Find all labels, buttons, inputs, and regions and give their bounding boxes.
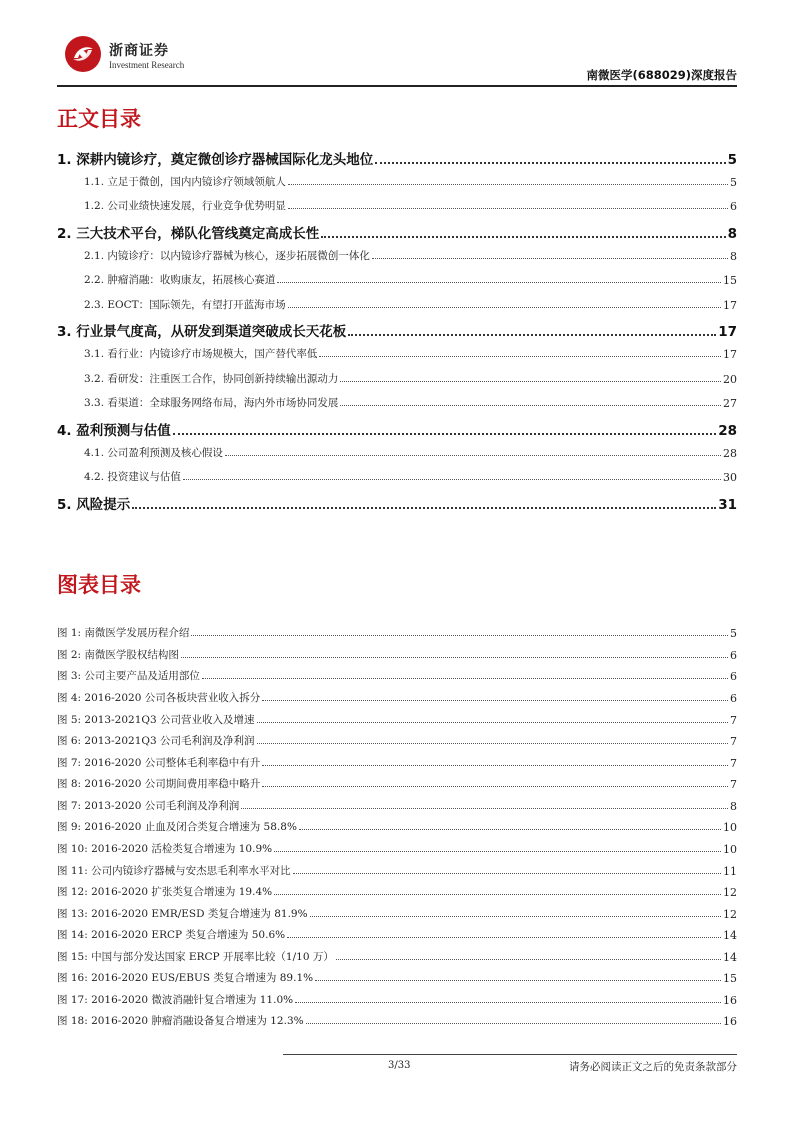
figure-entry[interactable] xyxy=(57,625,737,640)
figure-entry-label: 图 1: 南微医学发展历程介绍 xyxy=(57,627,190,639)
leader-dots xyxy=(287,937,721,938)
figure-entry-page: 6 xyxy=(730,649,737,662)
figure-entry-page: 10 xyxy=(723,843,737,856)
toc-entry[interactable] xyxy=(57,445,737,460)
leader-dots xyxy=(202,678,728,679)
figure-entry[interactable] xyxy=(57,668,737,683)
header-divider xyxy=(57,85,737,87)
logo-company-name: 浙商证券 xyxy=(109,43,169,59)
toc-entry-page: 15 xyxy=(723,274,737,287)
leader-dots xyxy=(288,208,728,209)
figure-entry-page: 6 xyxy=(730,670,737,683)
figure-entry-page: 7 xyxy=(730,757,737,770)
toc-entry-label: 1. 深耕内镜诊疗，奠定微创诊疗器械国际化龙头地位 xyxy=(57,148,373,168)
figure-entry-label: 图 17: 2016-2020 微波消融针复合增速为 11.0% xyxy=(57,994,294,1006)
toc-entry[interactable] xyxy=(57,371,737,386)
toc-entry-label: 3.1. 看行业：内镜诊疗市场规模大，国产替代率低 xyxy=(84,348,318,360)
toc-entry-label: 1.2. 公司业绩快速发展，行业竞争优势明显 xyxy=(84,200,286,212)
leader-dots xyxy=(262,765,728,766)
report-title: 南微医学(688029)深度报告 xyxy=(586,68,737,82)
leader-dots xyxy=(132,507,716,509)
figure-entry[interactable] xyxy=(57,841,737,856)
figure-entry-page: 8 xyxy=(730,800,737,813)
toc-entry[interactable] xyxy=(57,198,737,213)
leader-dots xyxy=(191,635,728,636)
leader-dots xyxy=(321,236,725,238)
figure-entry[interactable] xyxy=(57,949,737,964)
figure-entry-page: 12 xyxy=(723,908,737,921)
figure-entry-page: 7 xyxy=(730,714,737,727)
toc-entry-page: 28 xyxy=(718,423,737,439)
figure-entry[interactable] xyxy=(57,884,737,899)
toc-entry[interactable] xyxy=(57,174,737,189)
toc-entry-label: 4. 盈利预测与估值 xyxy=(57,419,171,439)
leader-dots xyxy=(181,657,728,658)
figure-entry[interactable] xyxy=(57,992,737,1007)
toc-entry-label: 4.1. 公司盈利预测及核心假设 xyxy=(84,447,223,459)
toc-heading: 正文目录 xyxy=(57,107,141,131)
leader-dots xyxy=(295,1002,721,1003)
leader-dots xyxy=(299,829,721,830)
footer-disclaimer: 请务必阅读正文之后的免责条款部分 xyxy=(569,1061,737,1073)
leader-dots xyxy=(262,700,728,701)
figure-entry[interactable] xyxy=(57,1013,737,1028)
toc-entry-page: 27 xyxy=(723,397,737,410)
figures-heading: 图表目录 xyxy=(57,573,141,597)
toc-entry-label: 3.3. 看渠道：全球服务网络布局，海内外市场协同发展 xyxy=(84,397,339,409)
toc-entry[interactable] xyxy=(57,419,737,439)
figure-entry-page: 16 xyxy=(723,994,737,1007)
toc-entry-label: 2.3. EOCT：国际领先，有望打开蓝海市场 xyxy=(84,299,286,311)
leader-dots xyxy=(293,873,721,874)
toc-entry[interactable] xyxy=(57,493,737,513)
figure-entry-label: 图 6: 2013-2021Q3 公司毛利润及净利润 xyxy=(57,735,255,747)
toc-entry-page: 30 xyxy=(723,471,737,484)
toc-entry[interactable] xyxy=(57,272,737,287)
figure-entry-label: 图 2: 南微医学股权结构图 xyxy=(57,649,179,661)
toc-entry[interactable] xyxy=(57,222,737,242)
figure-entry[interactable] xyxy=(57,970,737,985)
figure-entry-label: 图 9: 2016-2020 止血及闭合类复合增速为 58.8% xyxy=(57,821,297,833)
leader-dots xyxy=(310,916,721,917)
leader-dots xyxy=(319,356,721,357)
logo-tagline: Investment Research xyxy=(109,60,185,70)
figure-entry[interactable] xyxy=(57,712,737,727)
figure-entry[interactable] xyxy=(57,733,737,748)
leader-dots xyxy=(262,786,728,787)
figure-entry-label: 图 12: 2016-2020 扩张类复合增速为 19.4% xyxy=(57,886,273,898)
figure-entry-label: 图 16: 2016-2020 EUS/EBUS 类复合增速为 89.1% xyxy=(57,972,314,984)
figure-entry-page: 5 xyxy=(730,627,737,640)
toc-entry-label: 2. 三大技术平台，梯队化管线奠定高成长性 xyxy=(57,222,319,242)
figure-entry-label: 图 7: 2013-2020 公司毛利润及净利润 xyxy=(57,800,240,812)
figure-entry[interactable] xyxy=(57,798,737,813)
page-header xyxy=(57,28,737,86)
figure-entry[interactable] xyxy=(57,819,737,834)
figure-entry-page: 12 xyxy=(723,886,737,899)
leader-dots xyxy=(183,479,721,480)
toc-entry-label: 3. 行业景气度高，从研发到渠道突破成长天花板 xyxy=(57,320,346,340)
toc-entry-page: 5 xyxy=(727,152,737,168)
leader-dots xyxy=(306,1023,721,1024)
figure-entry[interactable] xyxy=(57,647,737,662)
figure-entry-page: 7 xyxy=(730,778,737,791)
leader-dots xyxy=(288,184,728,185)
toc-entry[interactable] xyxy=(57,297,737,312)
leader-dots xyxy=(225,455,721,456)
toc-entry[interactable] xyxy=(57,320,737,340)
leader-dots xyxy=(274,894,721,895)
leader-dots xyxy=(274,851,721,852)
leader-dots xyxy=(173,433,716,435)
toc-entry-page: 8 xyxy=(727,226,737,242)
toc-entry-page: 17 xyxy=(723,348,737,361)
figure-entry-label: 图 10: 2016-2020 活检类复合增速为 10.9% xyxy=(57,843,273,855)
figure-entry-page: 14 xyxy=(723,951,737,964)
figure-entry-label: 图 11: 公司内镜诊疗器械与安杰思毛利率水平对比 xyxy=(57,865,291,877)
toc-entry-label: 4.2. 投资建议与估值 xyxy=(84,471,181,483)
figure-entry-label: 图 7: 2016-2020 公司整体毛利率稳中有升 xyxy=(57,757,261,769)
leader-dots xyxy=(288,307,721,308)
leader-dots xyxy=(336,959,721,960)
company-logo-icon xyxy=(65,36,101,72)
figure-entry-page: 6 xyxy=(730,692,737,705)
toc-entry-page: 8 xyxy=(730,250,737,263)
leader-dots xyxy=(372,258,728,259)
figure-entry-label: 图 3: 公司主要产品及适用部位 xyxy=(57,670,200,682)
leader-dots xyxy=(277,282,721,283)
leader-dots xyxy=(375,162,725,164)
figure-entry-page: 14 xyxy=(723,929,737,942)
leader-dots xyxy=(257,743,728,744)
leader-dots xyxy=(257,722,728,723)
figure-entry[interactable] xyxy=(57,863,737,878)
page-number: 3/33 xyxy=(388,1060,411,1071)
footer-divider xyxy=(283,1054,737,1055)
figure-entry-label: 图 13: 2016-2020 EMR/ESD 类复合增速为 81.9% xyxy=(57,908,308,920)
toc-entry-label: 5. 风险提示 xyxy=(57,493,130,513)
toc-entry[interactable] xyxy=(57,148,737,168)
figure-entry-label: 图 15: 中国与部分发达国家 ERCP 开展率比较（1/10 万） xyxy=(57,951,334,963)
toc-entry-page: 28 xyxy=(723,447,737,460)
leader-dots xyxy=(340,381,721,382)
toc-entry-label: 1.1. 立足于微创，国内内镜诊疗领域领航人 xyxy=(84,176,286,188)
figure-entry-label: 图 4: 2016-2020 公司各板块营业收入拆分 xyxy=(57,692,261,704)
figure-entry-label: 图 8: 2016-2020 公司期间费用率稳中略升 xyxy=(57,778,261,790)
figure-entry-label: 图 5: 2013-2021Q3 公司营业收入及增速 xyxy=(57,714,255,726)
leader-dots xyxy=(241,808,728,809)
figure-entry-label: 图 18: 2016-2020 肿瘤消融设备复合增速为 12.3% xyxy=(57,1015,304,1027)
figure-entry-page: 16 xyxy=(723,1015,737,1028)
figure-entry[interactable] xyxy=(57,690,737,705)
toc-entry-label: 2.1. 内镜诊疗：以内镜诊疗器械为核心，逐步拓展微创一体化 xyxy=(84,250,370,262)
figure-entry[interactable] xyxy=(57,906,737,921)
leader-dots xyxy=(315,980,721,981)
toc-entry-label: 3.2. 看研发：注重医工合作，协同创新持续输出源动力 xyxy=(84,373,339,385)
figure-entry-label: 图 14: 2016-2020 ERCP 类复合增速为 50.6% xyxy=(57,929,286,941)
figure-entry-page: 7 xyxy=(730,735,737,748)
toc-entry-page: 17 xyxy=(718,324,737,340)
toc-entry[interactable] xyxy=(57,346,737,361)
toc-entry-label: 2.2. 肿瘤消融：收购康友，拓展核心赛道 xyxy=(84,274,276,286)
figure-entry-page: 15 xyxy=(723,972,737,985)
figure-entry-page: 10 xyxy=(723,821,737,834)
toc-entry-page: 20 xyxy=(723,373,737,386)
toc-entry[interactable] xyxy=(57,395,737,410)
toc-entry-page: 6 xyxy=(730,200,737,213)
figure-entry[interactable] xyxy=(57,927,737,942)
toc-entry-page: 5 xyxy=(730,176,737,189)
leader-dots xyxy=(348,334,716,336)
figure-entry[interactable] xyxy=(57,776,737,791)
toc-entry-page: 31 xyxy=(718,497,737,513)
leader-dots xyxy=(340,405,721,406)
toc-entry[interactable] xyxy=(57,469,737,484)
figure-entry[interactable] xyxy=(57,755,737,770)
toc-entry-page: 17 xyxy=(723,299,737,312)
figure-entry-page: 11 xyxy=(723,865,737,878)
toc-entry[interactable] xyxy=(57,248,737,263)
